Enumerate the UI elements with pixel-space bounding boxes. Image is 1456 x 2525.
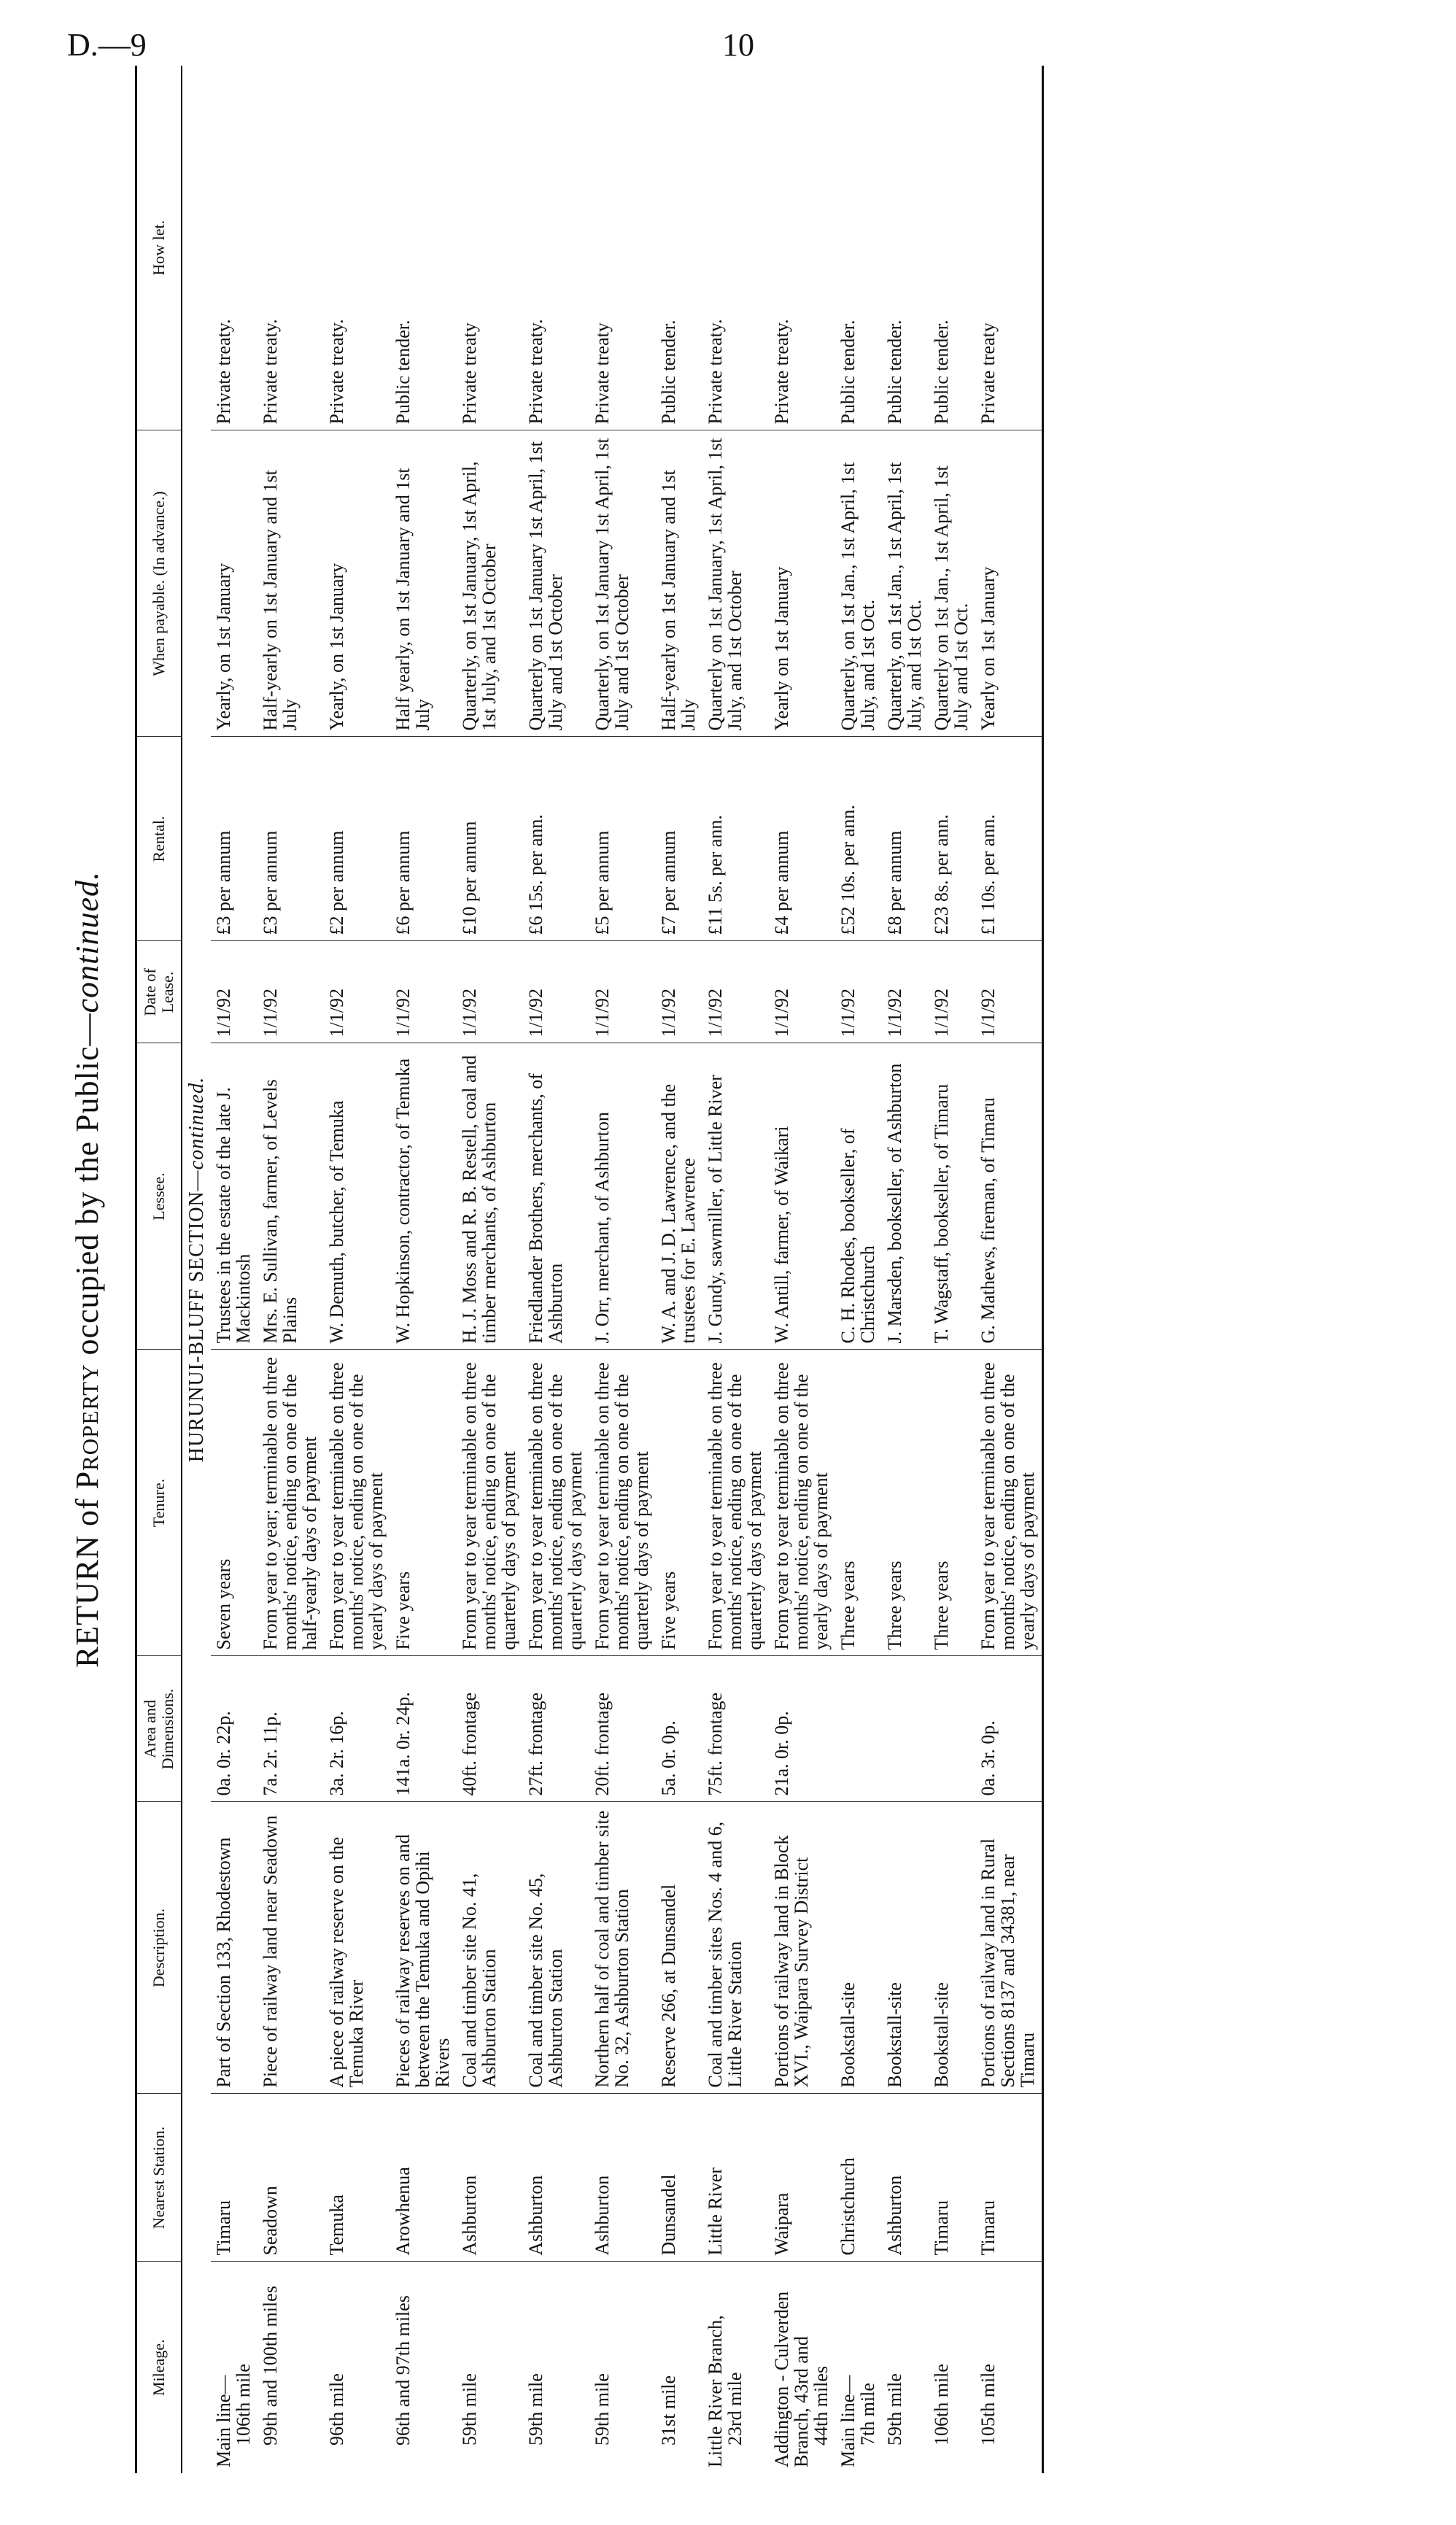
column-header: Tenure. — [136, 1350, 182, 1656]
date-cell: 1/1/92 — [975, 941, 1043, 1043]
how-let-cell: Public tender. — [882, 66, 929, 430]
description-cell: Part of Section 133, Rhodestown — [211, 1802, 257, 2094]
station-cell: Ashburton — [589, 2094, 656, 2262]
lessee-cell: H. J. Moss and R. B. Restell, coal and timber merchants, of Ashburton — [457, 1043, 523, 1350]
mileage-value: 44th miles — [810, 2365, 832, 2445]
station-cell: Seadown — [257, 2094, 324, 2262]
tenure-cell: From year to year terminable on three months' notice, ending on one of the quarterly days of payment — [589, 1350, 656, 1656]
mileage-value: 96th mile — [326, 2373, 347, 2445]
station-cell: Ashburton — [457, 2094, 523, 2262]
station-cell: Arowhenua — [390, 2094, 457, 2262]
mileage-cell — [257, 2262, 324, 2473]
page-ref: D.—9 — [67, 27, 147, 63]
tenure-cell: Five years — [656, 1350, 702, 1656]
property-return-table — [135, 66, 1044, 2473]
mileage-value: 23rd mile — [724, 2372, 746, 2445]
how-let-cell: Private treaty. — [769, 66, 835, 430]
area-cell: 141a. 0r. 24p. — [390, 1656, 457, 1802]
description-cell: Piece of railway land near Seadown — [257, 1802, 324, 2094]
table-row — [589, 66, 656, 2473]
date-cell: 1/1/92 — [835, 941, 882, 1043]
payable-cell: Half-yearly on 1st January and 1st July — [656, 430, 702, 737]
description-cell: Reserve 266, at Dunsandel — [656, 1802, 702, 2094]
tenure-cell: Three years — [835, 1350, 882, 1656]
mileage-cell — [523, 2262, 589, 2473]
date-cell: 1/1/92 — [656, 941, 702, 1043]
how-let-cell: Public tender. — [656, 66, 702, 430]
tenure-cell: From year to year terminable on three months' notice, ending on one of the yearly days of payment — [769, 1350, 835, 1656]
area-cell: 20ft. frontage — [589, 1656, 656, 1802]
column-header: Mileage. — [136, 2262, 182, 2473]
area-cell: 7a. 2r. 11p. — [257, 1656, 324, 1802]
tenure-cell: Five years — [390, 1350, 457, 1656]
tenure-cell: Three years — [882, 1350, 929, 1656]
area-cell: 27ft. frontage — [523, 1656, 589, 1802]
payable-cell: Quarterly, on 1st Jan., 1st April, 1st July, and 1st Oct. — [835, 430, 882, 737]
lessee-cell: J. Marsden, bookseller, of Ashburton — [882, 1043, 929, 1350]
mileage-value: 99th and 100th miles — [260, 2286, 281, 2445]
area-cell: 0a. 0r. 22p. — [211, 1656, 257, 1802]
title-suffix: continued. — [69, 870, 105, 1013]
mileage-value: 96th and 97th miles — [392, 2295, 414, 2445]
tenure-cell: From year to year; terminable on three months' notice, ending on one of the half-yearly days of payment — [257, 1350, 324, 1656]
page-number: 10 — [722, 27, 754, 63]
lessee-cell: W. Hopkinson, contractor, of Temuka — [390, 1043, 457, 1350]
column-header: How let. — [136, 66, 182, 430]
description-cell: Pieces of railway reserves on and between the Temuka and Opihi Rivers — [390, 1802, 457, 2094]
description-cell: Portions of railway land in Block XVI., Waipara Survey District — [769, 1802, 835, 2094]
description-cell: Bookstall-site — [882, 1802, 929, 2094]
table-row — [656, 66, 702, 2473]
description-cell: Bookstall-site — [835, 1802, 882, 2094]
area-cell — [929, 1656, 975, 1802]
date-cell: 1/1/92 — [769, 941, 835, 1043]
payable-cell: Yearly, on 1st January — [324, 430, 390, 737]
station-cell: Timaru — [975, 2094, 1043, 2262]
payable-cell: Quarterly, on 1st January 1st April, 1st July and 1st October — [589, 430, 656, 737]
payable-cell: Quarterly on 1st January, 1st April, 1st July, and 1st October — [702, 430, 769, 737]
mileage-cell — [929, 2262, 975, 2473]
lessee-cell: J. Gundy, sawmiller, of Little River — [702, 1043, 769, 1350]
column-header: Rental. — [136, 737, 182, 941]
description-cell: Coal and timber site No. 41, Ashburton Station — [457, 1802, 523, 2094]
mileage-cell — [324, 2262, 390, 2473]
table-body — [182, 66, 1043, 2473]
rental-cell: £8 per annum — [882, 737, 929, 941]
table-row — [975, 66, 1043, 2473]
date-cell: 1/1/92 — [702, 941, 769, 1043]
how-let-cell: Private treaty. — [211, 66, 257, 430]
date-cell: 1/1/92 — [324, 941, 390, 1043]
table-row — [390, 66, 457, 2473]
lessee-cell: W. Antill, farmer, of Waikari — [769, 1043, 835, 1350]
document-title — [58, 66, 117, 2473]
column-header: When payable. (In advance.) — [136, 430, 182, 737]
area-cell: 40ft. frontage — [457, 1656, 523, 1802]
title-keyword: Property — [69, 1364, 105, 1490]
rental-cell: £6 15s. per ann. — [523, 737, 589, 941]
tenure-cell: From year to year terminable on three months' notice, ending on one of the quarterly days of payment — [523, 1350, 589, 1656]
lessee-cell: G. Mathews, fireman, of Timaru — [975, 1043, 1043, 1350]
how-let-cell: Private treaty — [457, 66, 523, 430]
description-cell: Portions of railway land in Rural Sections 8137 and 34381, near Timaru — [975, 1802, 1043, 2094]
mileage-value: 7th mile — [857, 2383, 878, 2445]
rental-cell: £4 per annum — [769, 737, 835, 941]
description-cell: Coal and timber sites Nos. 4 and 6, Little River Station — [702, 1802, 769, 2094]
station-cell: Little River — [702, 2094, 769, 2262]
mileage-cell — [882, 2262, 929, 2473]
mileage-value: 59th mile — [884, 2373, 905, 2445]
mileage-cell — [589, 2262, 656, 2473]
mileage-cell — [656, 2262, 702, 2473]
lessee-cell: Mrs. E. Sullivan, farmer, of Levels Plains — [257, 1043, 324, 1350]
date-cell: 1/1/92 — [457, 941, 523, 1043]
payable-cell: Quarterly on 1st Jan., 1st April, 1st July and 1st Oct. — [929, 430, 975, 737]
lessee-cell: Trustees in the estate of the late J. Mackintosh — [211, 1043, 257, 1350]
mileage-cell — [975, 2262, 1043, 2473]
mileage-value: 59th mile — [525, 2373, 546, 2445]
rental-cell: £7 per annum — [656, 737, 702, 941]
station-cell: Temuka — [324, 2094, 390, 2262]
tenure-cell: From year to year terminable on three months' notice, ending on one of the quarterly days of payment — [702, 1350, 769, 1656]
station-cell: Timaru — [211, 2094, 257, 2262]
column-header: Description. — [136, 1802, 182, 2094]
how-let-cell: Private treaty. — [324, 66, 390, 430]
mileage-cell — [835, 2262, 882, 2473]
rental-cell: £5 per annum — [589, 737, 656, 941]
payable-cell: Quarterly, on 1st Jan., 1st April, 1st July, and 1st Oct. — [882, 430, 929, 737]
rental-cell: £3 per annum — [211, 737, 257, 941]
description-cell: A piece of railway reserve on the Temuka River — [324, 1802, 390, 2094]
section-name: HURUNUI-BLUFF SECTION— — [185, 1169, 208, 1463]
lessee-cell: Friedlander Brothers, merchants, of Ashburton — [523, 1043, 589, 1350]
area-cell: 0a. 3r. 0p. — [975, 1656, 1043, 1802]
how-let-cell: Public tender. — [835, 66, 882, 430]
table-row — [929, 66, 975, 2473]
section-suffix: continued. — [185, 1076, 208, 1170]
mileage-cell — [457, 2262, 523, 2473]
how-let-cell: Private treaty — [589, 66, 656, 430]
area-cell: 75ft. frontage — [702, 1656, 769, 1802]
date-cell: 1/1/92 — [211, 941, 257, 1043]
payable-cell: Quarterly, on 1st January, 1st April, 1st July, and 1st October — [457, 430, 523, 737]
mileage-value: 106th mile — [233, 2364, 254, 2445]
mileage-cell — [211, 2262, 257, 2473]
tenure-cell: Seven years — [211, 1350, 257, 1656]
payable-cell: Quarterly on 1st January 1st April, 1st July and 1st October — [523, 430, 589, 737]
lessee-cell: T. Wagstaff, bookseller, of Timaru — [929, 1043, 975, 1350]
rental-cell: £52 10s. per ann. — [835, 737, 882, 941]
payable-cell: Yearly on 1st January — [769, 430, 835, 737]
tenure-cell: From year to year terminable on three months' notice, ending on one of the quarterly days of payment — [457, 1350, 523, 1656]
payable-cell: Half-yearly on 1st January and 1st July — [257, 430, 324, 737]
table-row — [257, 66, 324, 2473]
mileage-group: Little River Branch, — [705, 2315, 726, 2467]
tenure-cell: Three years — [929, 1350, 975, 1656]
title-prefix: RETURN of — [69, 1498, 105, 1668]
rental-cell: £1 10s. per ann. — [975, 737, 1043, 941]
table-row — [457, 66, 523, 2473]
how-let-cell: Public tender. — [390, 66, 457, 430]
lessee-cell: W. A. and J. D. Lawrence, and the trustees for E. Lawrence — [656, 1043, 702, 1350]
area-cell: 21a. 0r. 0p. — [769, 1656, 835, 1802]
column-header: Lessee. — [136, 1043, 182, 1350]
rental-cell: £2 per annum — [324, 737, 390, 941]
mileage-value: 31st mile — [658, 2375, 679, 2445]
date-cell: 1/1/92 — [257, 941, 324, 1043]
station-cell: Ashburton — [882, 2094, 929, 2262]
station-cell: Ashburton — [523, 2094, 589, 2262]
table-row — [882, 66, 929, 2473]
date-cell: 1/1/92 — [390, 941, 457, 1043]
tenure-cell: From year to year terminable on three months' notice, ending on one of the yearly days of payment — [975, 1350, 1043, 1656]
column-header: Area and Dimensions. — [136, 1656, 182, 1802]
title-middle: occupied by the Public— — [69, 1013, 105, 1356]
payable-cell: Yearly, on 1st January — [211, 430, 257, 737]
area-cell — [882, 1656, 929, 1802]
station-cell: Timaru — [929, 2094, 975, 2262]
description-cell: Coal and timber site No. 45, Ashburton Station — [523, 1802, 589, 2094]
how-let-cell: Private treaty. — [257, 66, 324, 430]
station-cell: Christchurch — [835, 2094, 882, 2262]
lessee-cell: J. Orr, merchant, of Ashburton — [589, 1043, 656, 1350]
table-header-row — [136, 66, 182, 2473]
section-heading — [182, 66, 211, 2473]
rotated-page-body — [58, 66, 1408, 2473]
date-cell: 1/1/92 — [882, 941, 929, 1043]
station-cell: Waipara — [769, 2094, 835, 2262]
date-cell: 1/1/92 — [523, 941, 589, 1043]
date-cell: 1/1/92 — [589, 941, 656, 1043]
table-row — [702, 66, 769, 2473]
how-let-cell: Private treaty. — [523, 66, 589, 430]
how-let-cell: Private treaty. — [702, 66, 769, 430]
mileage-group: Main line— — [213, 2375, 234, 2467]
area-cell: 3a. 2r. 16p. — [324, 1656, 390, 1802]
description-cell: Bookstall-site — [929, 1802, 975, 2094]
mileage-group: Main line— — [837, 2375, 859, 2467]
how-let-cell: Private treaty — [975, 66, 1043, 430]
date-cell: 1/1/92 — [929, 941, 975, 1043]
lessee-cell: C. H. Rhodes, bookseller, of Christchurch — [835, 1043, 882, 1350]
table-row — [835, 66, 882, 2473]
payable-cell: Half yearly, on 1st January and 1st July — [390, 430, 457, 737]
table-row — [769, 66, 835, 2473]
table-row — [324, 66, 390, 2473]
description-cell: Northern half of coal and timber site No. 32, Ashburton Station — [589, 1802, 656, 2094]
rental-cell: £11 5s. per ann. — [702, 737, 769, 941]
column-header: Date of Lease. — [136, 941, 182, 1043]
mileage-cell — [390, 2262, 457, 2473]
mileage-value: 106th mile — [931, 2364, 952, 2445]
rental-cell: £23 8s. per ann. — [929, 737, 975, 941]
rental-cell: £3 per annum — [257, 737, 324, 941]
payable-cell: Yearly on 1st January — [975, 430, 1043, 737]
area-cell: 5a. 0r. 0p. — [656, 1656, 702, 1802]
how-let-cell: Public tender. — [929, 66, 975, 430]
rental-cell: £10 per annum — [457, 737, 523, 941]
mileage-group: Addington - Culverden Branch, 43rd and — [771, 2291, 812, 2467]
section-heading-row — [182, 66, 211, 2473]
table-row — [523, 66, 589, 2473]
tenure-cell: From year to year terminable on three months' notice, ending on one of the yearly days of payment — [324, 1350, 390, 1656]
rental-cell: £6 per annum — [390, 737, 457, 941]
mileage-cell — [769, 2262, 835, 2473]
mileage-value: 59th mile — [459, 2373, 480, 2445]
area-cell — [835, 1656, 882, 1802]
mileage-cell — [702, 2262, 769, 2473]
column-header: Nearest Station. — [136, 2094, 182, 2262]
station-cell: Dunsandel — [656, 2094, 702, 2262]
mileage-value: 59th mile — [592, 2373, 613, 2445]
lessee-cell: W. Demuth, butcher, of Temuka — [324, 1043, 390, 1350]
mileage-value: 105th mile — [977, 2364, 999, 2445]
table-row — [211, 66, 257, 2473]
